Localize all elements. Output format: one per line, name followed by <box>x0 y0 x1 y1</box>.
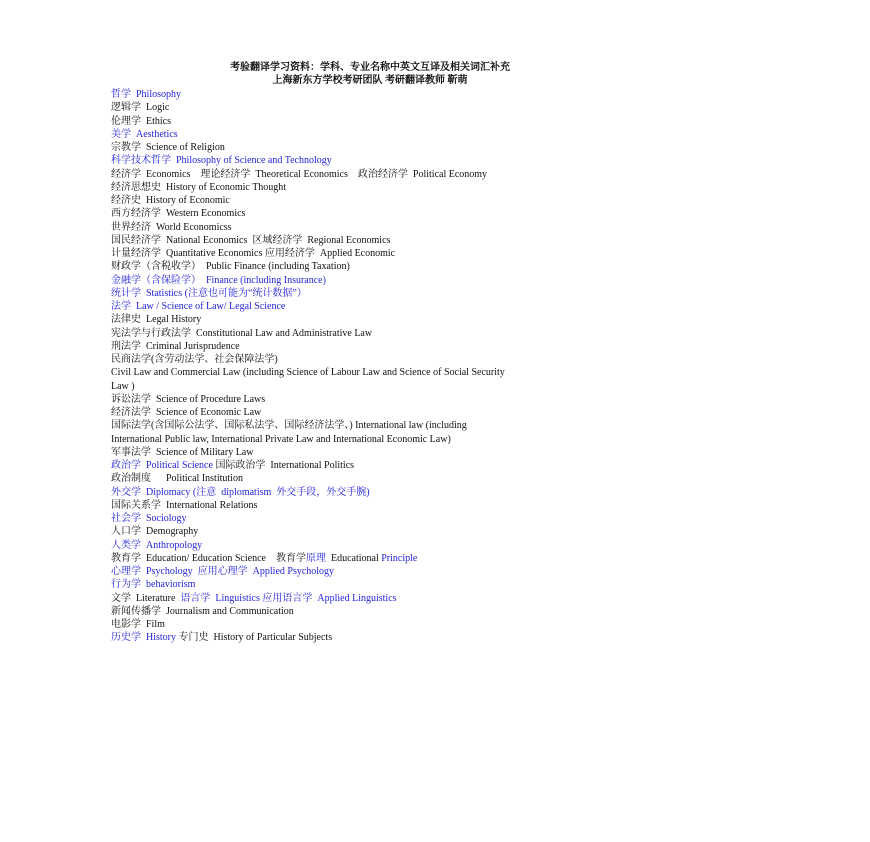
term-text: 经济法学 Science of Economic Law <box>111 407 262 418</box>
term-text: 计量经济学 Quantitative Economics 应用经济学 Applied Economic <box>111 248 396 259</box>
term-text: 逻辑学 Logic <box>111 102 170 114</box>
term-text: 经济思想史 History of Economic Thought <box>111 181 287 193</box>
term-text: 心理学 Psychology 应用心理学 Applied Psychology <box>111 566 335 577</box>
document-subtitle: 上海新东方学校考研团队 考研翻译教师 靳萌 <box>272 75 468 86</box>
term-line <box>111 194 651 207</box>
term-line <box>111 287 651 300</box>
term-text: 宗教学 Science of Religion <box>111 142 225 153</box>
term-text: 国际政治学 International Politics <box>212 460 355 471</box>
term-text: 经济史 History of Economic <box>111 195 230 206</box>
term-line <box>111 525 651 538</box>
term-line <box>111 115 651 128</box>
term-line <box>111 128 651 141</box>
term-text: 语言学 Linguistics 应用语言学 Applied Linguistics <box>180 592 397 604</box>
term-line <box>111 300 651 313</box>
term-line <box>111 380 651 393</box>
term-line <box>111 168 651 181</box>
term-line <box>111 618 651 631</box>
term-line <box>111 406 651 419</box>
term-text: 原理 <box>305 552 326 564</box>
term-text: 政治学 Political Science <box>111 460 213 471</box>
term-line <box>111 101 651 114</box>
term-text: 国际法学(含国际公法学、国际私法学、国际经济法学、) International law (including <box>111 420 467 432</box>
term-line <box>111 207 651 220</box>
term-line <box>111 366 651 379</box>
term-text: 行为学 behaviorism <box>111 579 196 591</box>
term-list <box>111 88 651 645</box>
term-line <box>111 353 651 366</box>
term-line <box>111 181 651 194</box>
term-line <box>111 234 651 247</box>
term-text: 民商法学(含劳动法学、社会保障法学) <box>111 354 278 365</box>
term-line <box>111 327 651 340</box>
term-text: 刑法学 Criminal Jurisprudence <box>111 340 240 352</box>
term-line <box>111 433 651 446</box>
term-line <box>111 141 651 154</box>
term-text: 法学 Law / Science of Law/ Legal Science <box>111 301 286 312</box>
term-line <box>111 247 651 260</box>
term-text: Educational <box>325 552 382 564</box>
term-text: 文学 Literature <box>111 592 181 604</box>
term-line <box>111 274 651 287</box>
term-text: 人口学 Demography <box>111 526 199 538</box>
term-line <box>111 552 651 565</box>
term-line <box>111 260 651 273</box>
term-line <box>111 499 651 512</box>
term-text: 国民经济学 National Economics 区域经济学 Regional Economics <box>111 234 391 246</box>
term-text: Principle <box>381 552 418 564</box>
term-line <box>111 592 651 605</box>
term-text: 世界经济 World Economicss <box>111 221 232 233</box>
term-text: 电影学 Film <box>111 619 165 630</box>
term-text: 历史学 History <box>111 632 176 644</box>
term-line <box>111 446 651 459</box>
term-line <box>111 565 651 578</box>
term-line <box>111 340 651 353</box>
term-line <box>111 88 651 101</box>
term-text: Law ) <box>111 380 135 392</box>
term-line <box>111 605 651 618</box>
term-text: 专门史 History of Particular Subjects <box>176 632 333 644</box>
term-text: 统计学 Statistics (注意也可能为“统计数据”） <box>111 287 307 299</box>
term-line <box>111 419 651 432</box>
term-line <box>111 539 651 552</box>
term-text: 伦理学 Ethics <box>111 115 171 127</box>
term-line <box>111 631 651 644</box>
term-text: 外交学 Diplomacy (注意 diplomatism 外交手段，外交手腕) <box>111 486 370 498</box>
term-line <box>111 472 651 485</box>
term-text: Civil Law and Commercial Law (including Science of Labour Law and Science of Social Security <box>111 367 505 379</box>
term-text: 科学技术哲学 Philosophy of Science and Technology <box>111 155 332 167</box>
term-line <box>111 512 651 525</box>
term-text: 军事法学 Science of Military Law <box>111 446 254 458</box>
term-text: 政治制度 Political Institution <box>111 473 243 485</box>
term-line <box>111 313 651 326</box>
term-text: 国际关系学 International Relations <box>111 499 258 511</box>
document-title: 考验翻译学习资料：学科、专业名称中英文互译及相关词汇补充 <box>230 62 510 73</box>
term-text: 法律史 Legal History <box>111 314 202 326</box>
term-text: 人类学 Anthropology <box>111 539 203 551</box>
term-line <box>111 154 651 167</box>
term-text: 诉讼法学 Science of Procedure Laws <box>111 393 266 405</box>
term-text: 经济学 Economics 理论经济学 Theoretical Economics 政治经济学 Political Economy <box>111 168 488 180</box>
term-text: International Public law, International Private Law and International Economic Law) <box>111 433 451 445</box>
term-text: 财政学（含税收学） Public Finance (including Taxation) <box>111 261 350 273</box>
term-text: 教育学 Education/ Education Science 教育学 <box>111 552 306 564</box>
term-text: 宪法学与行政法学 Constitutional Law and Administrative Law <box>111 327 373 339</box>
term-line <box>111 578 651 591</box>
term-line <box>111 221 651 234</box>
term-text: 新闻传播学 Journalism and Communication <box>111 605 294 617</box>
term-text: 金融学（含保险学） Finance (including Insurance) <box>111 274 326 286</box>
term-line <box>111 486 651 499</box>
term-text: 社会学 Sociology <box>111 513 187 524</box>
term-line <box>111 393 651 406</box>
term-text: 美学 Aesthetics <box>111 128 178 140</box>
term-line <box>111 459 651 472</box>
term-text: 哲学 Philosophy <box>111 89 182 100</box>
term-text: 西方经济学 Western Economics <box>111 208 246 220</box>
